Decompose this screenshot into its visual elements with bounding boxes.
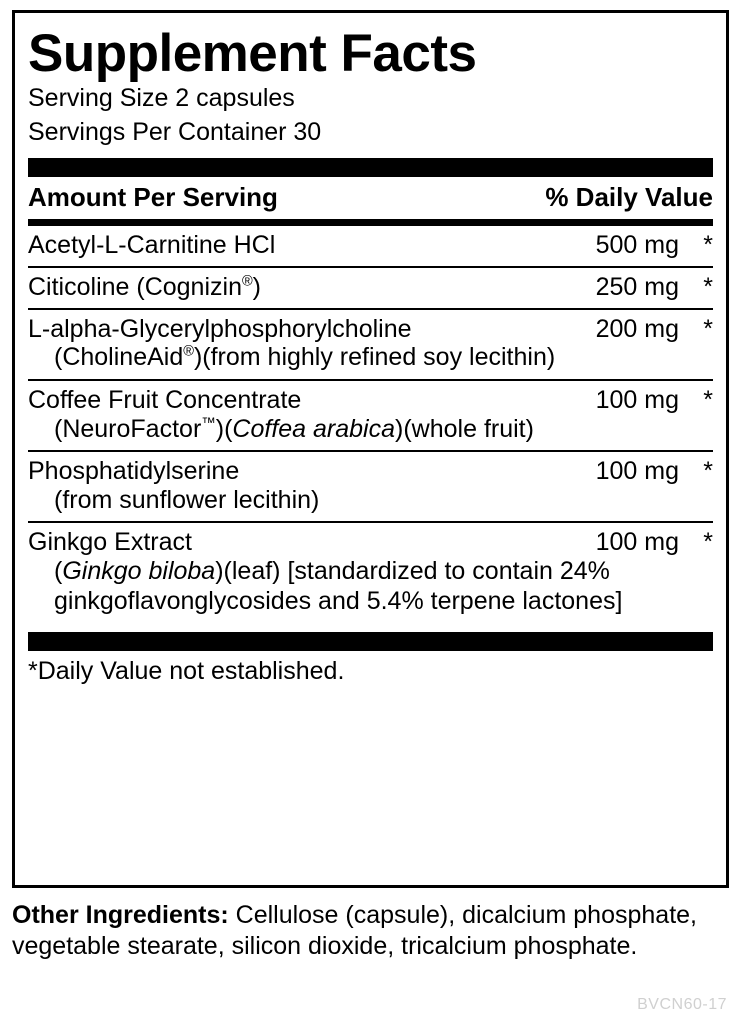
nutrient-amount: 500 mg [595, 231, 679, 259]
trademark-mark: ™ [201, 415, 216, 432]
table-row [28, 268, 713, 308]
latin-name: Ginkgo biloba [62, 557, 216, 585]
other-ingredients-text: Cellulose (capsule), dicalcium phosphate, vegetable stearate, silicon dioxide, tricalcium phosphate. [12, 901, 697, 961]
nutrient-subtext-continued: ginkgoflavonglycosides and 5.4% terpene lactones] [54, 586, 623, 615]
nutrient-name: Ginkgo Extract [28, 528, 192, 557]
daily-value-header: % Daily Value [545, 182, 713, 212]
nutrient-name: Citicoline (Cognizin®) [28, 272, 261, 301]
nutrient-subtext: (NeuroFactor™)(Coffea arabica)(whole fruit) [54, 414, 534, 443]
latin-name: Coffea arabica [232, 414, 396, 443]
table-row [28, 523, 713, 622]
nutrient-subtext: (CholineAid®)(from highly refined soy lecithin) [54, 343, 556, 372]
other-ingredients-heading: Other Ingredients: [12, 901, 229, 929]
nutrient-name: Acetyl-L-Carnitine HCl [28, 231, 276, 259]
nutrient-daily-value: * [703, 231, 713, 259]
registered-mark: ® [241, 273, 253, 290]
amount-per-serving-header: Amount Per Serving [28, 182, 278, 212]
registered-mark: ® [183, 343, 194, 360]
footnote: *Daily Value not established. [28, 657, 345, 685]
nutrient-name: L-alpha-Glycerylphosphorylcholine [28, 314, 412, 343]
servings-per-container: Servings Per Container 30 [28, 118, 322, 146]
nutrient-daily-value: * [703, 528, 713, 557]
nutrient-subtext: (Ginkgo biloba)(leaf) [standardized to contain 24% [54, 557, 610, 585]
divider-medium [28, 219, 713, 226]
serving-size: Serving Size 2 capsules [28, 84, 295, 112]
table-header-row [28, 177, 713, 219]
nutrient-amount: 200 mg [595, 314, 679, 343]
nutrient-name: Phosphatidylserine [28, 457, 240, 485]
table-row [28, 381, 713, 450]
divider-thick-bottom [28, 632, 713, 651]
nutrient-amount: 250 mg [595, 272, 679, 301]
nutrient-daily-value: * [703, 457, 713, 485]
other-ingredients [12, 900, 729, 963]
table-row [28, 310, 713, 379]
nutrient-daily-value: * [703, 385, 713, 414]
nutrient-amount: 100 mg [595, 385, 679, 414]
nutrient-subtext: (from sunflower lecithin) [54, 485, 320, 514]
table-row [28, 226, 713, 266]
supplement-facts-panel [12, 10, 729, 888]
product-code: BVCN60-17 [637, 996, 727, 1013]
table-row [28, 452, 713, 521]
nutrient-amount: 100 mg [595, 457, 679, 485]
divider-thick-top [28, 158, 713, 177]
nutrient-amount: 100 mg [595, 528, 679, 557]
page-title: Supplement Facts [28, 24, 477, 83]
nutrient-daily-value: * [703, 272, 713, 301]
nutrient-daily-value: * [703, 314, 713, 343]
nutrient-name: Coffee Fruit Concentrate [28, 385, 302, 414]
